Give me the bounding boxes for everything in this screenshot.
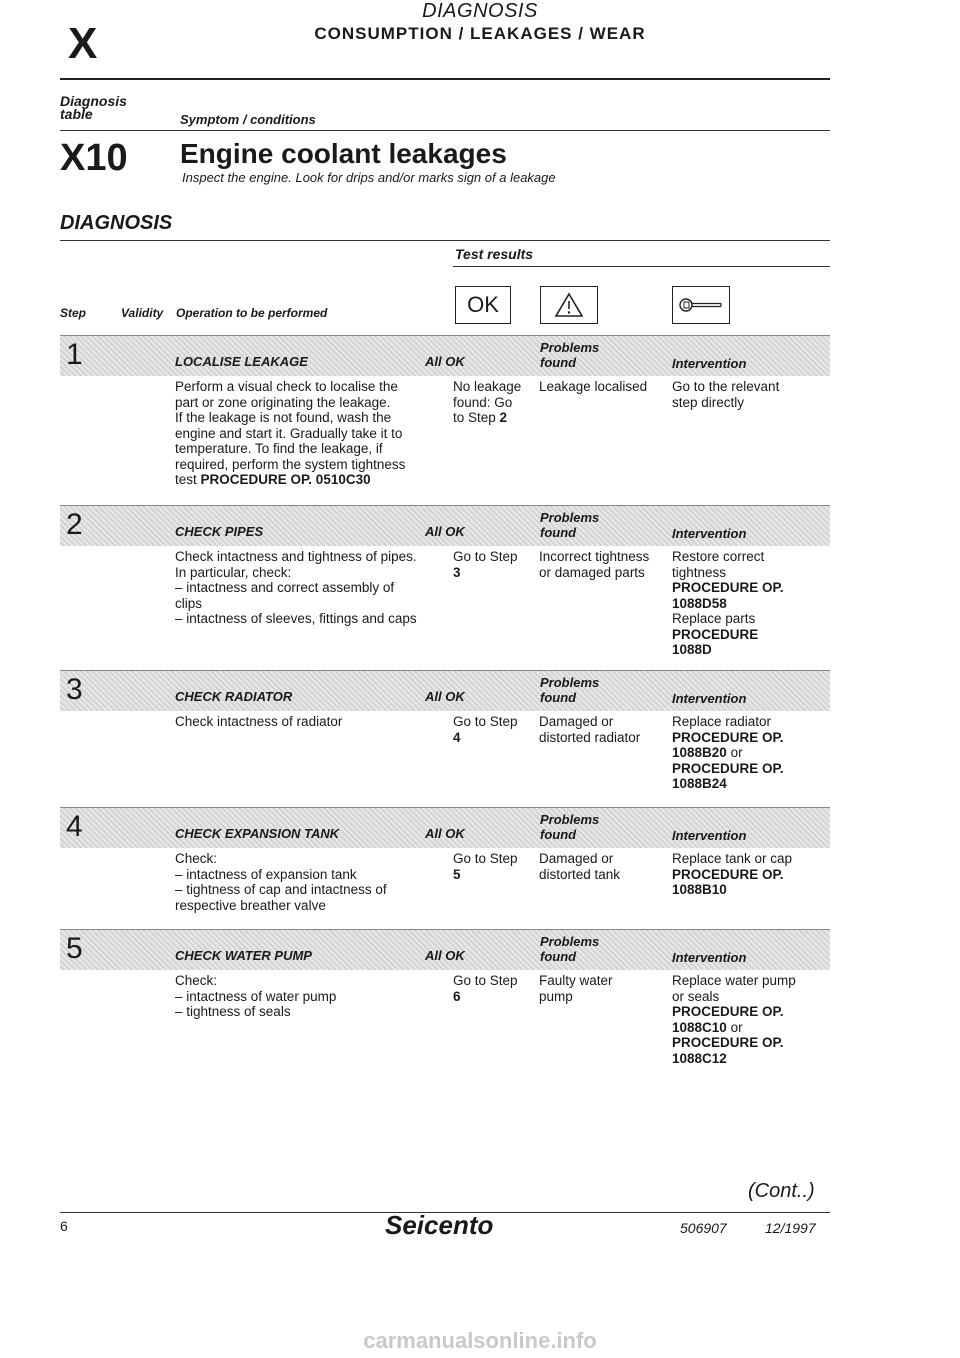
intervention-line xyxy=(672,745,822,761)
op-text: test xyxy=(175,472,197,487)
op-line: Check intactness and tightness of pipes. xyxy=(175,549,417,564)
op-line: respective breather valve xyxy=(175,897,326,913)
op-line: required, perform the system tightness xyxy=(175,456,406,472)
procedure-ref: 1088C10 xyxy=(672,1019,727,1035)
step-5 xyxy=(60,929,830,1079)
column-validity: Validity xyxy=(121,306,164,320)
problem-line: pump xyxy=(539,988,573,1004)
op-line: – tightness of cap and intactness of xyxy=(175,882,387,897)
step-2-name: CHECK PIPES xyxy=(175,524,264,539)
procedure-ref: 1088B10 xyxy=(672,882,727,897)
next-step: 2 xyxy=(499,410,508,425)
step-3-intervention-label: Intervention xyxy=(672,691,747,706)
ok-text: to Step xyxy=(453,410,496,425)
step-4-problems xyxy=(539,851,664,882)
step-5-problems-label xyxy=(540,934,599,964)
table-label-line2: table xyxy=(60,106,93,122)
step-2-ok-result xyxy=(453,549,533,580)
chapter-letter: X xyxy=(68,19,98,68)
test-results-label: Test results xyxy=(455,246,534,262)
problems-line2: found xyxy=(540,827,577,842)
step-5-name: CHECK WATER PUMP xyxy=(175,948,312,963)
op-line: Check: xyxy=(175,851,218,866)
document-number: 506907 xyxy=(680,1220,727,1236)
problems-line2: found xyxy=(540,949,577,964)
table-code: X10 xyxy=(60,137,128,179)
step-5-header xyxy=(60,929,830,970)
procedure-ref: PROCEDURE OP. xyxy=(672,1035,784,1050)
intervention-line xyxy=(672,1020,822,1036)
intervention-line: Replace radiator xyxy=(672,714,772,729)
step-4-all-ok-label: All OK xyxy=(425,826,465,841)
op-line: In particular, check: xyxy=(175,564,292,580)
header-rule xyxy=(60,78,830,80)
procedure-ref: 1088C12 xyxy=(672,1050,727,1066)
problem-line: Damaged or xyxy=(539,714,614,729)
step-4-intervention-label: Intervention xyxy=(672,828,747,843)
problem-line: distorted radiator xyxy=(539,729,641,745)
ok-line: Go to Step xyxy=(453,714,518,729)
or-text: or xyxy=(730,745,743,760)
op-line: – intactness of sleeves, fittings and caps xyxy=(175,611,417,626)
op-line: – tightness of seals xyxy=(175,1004,291,1019)
watermark: carmanualsonline.info xyxy=(363,1328,597,1353)
step-2-header xyxy=(60,505,830,546)
problems-line1: Problems xyxy=(540,510,600,525)
problems-line2: found xyxy=(540,355,577,370)
procedure-ref: PROCEDURE OP. xyxy=(672,760,784,776)
next-step: 3 xyxy=(453,564,461,580)
procedure-ref: PROCEDURE OP. 0510C30 xyxy=(200,472,371,487)
step-2-number: 2 xyxy=(66,508,83,541)
step-3-header xyxy=(60,670,830,711)
ok-line: Go to Step xyxy=(453,549,518,564)
intervention-line: Restore correct xyxy=(672,549,765,564)
ok-line: found: Go xyxy=(453,394,513,410)
step-2 xyxy=(60,505,830,665)
step-3-intervention xyxy=(672,714,822,792)
step-3-name: CHECK RADIATOR xyxy=(175,689,293,704)
intervention-line: step directly xyxy=(672,394,745,410)
step-3-all-ok-label: All OK xyxy=(425,689,465,704)
next-step: 4 xyxy=(453,729,461,745)
step-5-number: 5 xyxy=(66,932,83,965)
procedure-ref: 1088B24 xyxy=(672,776,727,791)
step-1-header xyxy=(60,335,830,376)
step-5-all-ok-label: All OK xyxy=(425,948,465,963)
ok-line xyxy=(453,410,533,426)
page-title: Engine coolant leakages xyxy=(180,138,507,169)
step-2-operation xyxy=(175,549,450,627)
intervention-line: Replace tank or cap xyxy=(672,851,793,866)
document-date: 12/1997 xyxy=(765,1220,816,1236)
intervention-line: tightness xyxy=(672,564,727,580)
step-2-intervention xyxy=(672,549,822,658)
step-3-problems xyxy=(539,714,664,745)
ok-icon xyxy=(455,286,511,324)
diagnosis-rule xyxy=(60,240,830,241)
step-5-intervention xyxy=(672,973,822,1066)
step-1-problems xyxy=(539,379,664,395)
op-line: temperature. To find the leakage, if xyxy=(175,441,383,456)
procedure-ref: PROCEDURE OP. xyxy=(672,866,784,882)
ok-line: Go to Step xyxy=(453,973,518,988)
step-4-ok-result xyxy=(453,851,533,882)
step-2-intervention-label: Intervention xyxy=(672,526,747,541)
problems-line1: Problems xyxy=(540,340,600,355)
step-1-intervention-label: Intervention xyxy=(672,356,747,371)
op-line: – intactness of water pump xyxy=(175,988,337,1004)
section-title: DIAGNOSIS xyxy=(422,0,538,22)
step-1-operation xyxy=(175,379,450,488)
next-step: 5 xyxy=(453,866,461,882)
step-4-intervention xyxy=(672,851,822,898)
step-2-problems-label xyxy=(540,510,599,540)
op-line: engine and start it. Gradually take it to xyxy=(175,425,403,441)
step-4-number: 4 xyxy=(66,810,83,843)
step-5-operation xyxy=(175,973,450,1020)
step-1 xyxy=(60,335,830,495)
symptom-label: Symptom / conditions xyxy=(180,112,316,127)
test-results-rule xyxy=(453,266,830,267)
step-3-problems-label xyxy=(540,675,599,705)
brand-logo: Seicento xyxy=(385,1210,494,1240)
step-4-operation xyxy=(175,851,450,913)
ok-line: Go to Step xyxy=(453,851,518,866)
step-1-number: 1 xyxy=(66,338,83,371)
procedure-ref: 1088D xyxy=(672,642,712,657)
step-3-ok-result xyxy=(453,714,533,745)
step-3-number: 3 xyxy=(66,673,83,706)
table-label xyxy=(60,95,127,121)
step-2-problems xyxy=(539,549,664,580)
step-1-intervention xyxy=(672,379,822,410)
op-line: Perform a visual check to localise the xyxy=(175,379,398,394)
problems-line1: Problems xyxy=(540,812,600,827)
op-line: If the leakage is not found, wash the xyxy=(175,410,392,425)
intervention-line: or seals xyxy=(672,988,720,1004)
intervention-line: Replace water pump xyxy=(672,973,796,988)
step-5-intervention-label: Intervention xyxy=(672,950,747,965)
step-1-problems-label xyxy=(540,340,599,370)
op-line: part or zone originating the leakage. xyxy=(175,394,391,410)
op-line: – intactness and correct assembly of xyxy=(175,580,395,595)
step-4-name: CHECK EXPANSION TANK xyxy=(175,826,340,841)
step-5-ok-result xyxy=(453,973,533,1004)
step-4-header xyxy=(60,807,830,848)
intervention-line: Replace parts xyxy=(672,611,756,626)
problem-line: Faulty water xyxy=(539,973,613,988)
problems-line2: found xyxy=(540,525,577,540)
step-4 xyxy=(60,807,830,917)
procedure-ref: PROCEDURE OP. xyxy=(672,580,784,595)
problem-line: or damaged parts xyxy=(539,564,645,580)
section-subtitle: CONSUMPTION / LEAKAGES / WEAR xyxy=(314,24,646,43)
warning-triangle-icon xyxy=(540,286,598,324)
op-line: Check: xyxy=(175,973,218,988)
table-label-line1: Diagnosis xyxy=(60,93,127,109)
procedure-ref: 1088D58 xyxy=(672,595,727,611)
step-1-ok-result xyxy=(453,379,533,426)
problem-line: Damaged or xyxy=(539,851,614,866)
op-line: Check intactness of radiator xyxy=(175,714,343,729)
problem-line: Incorrect tightness xyxy=(539,549,650,564)
op-line: – intactness of expansion tank xyxy=(175,866,357,882)
problems-line1: Problems xyxy=(540,675,600,690)
page-number: 6 xyxy=(60,1218,68,1234)
step-3-operation xyxy=(175,714,450,730)
continued-note: (Cont..) xyxy=(748,1180,815,1202)
problem-line: Leakage localised xyxy=(539,379,648,394)
step-3 xyxy=(60,670,830,800)
procedure-ref: PROCEDURE OP. xyxy=(672,729,784,745)
wrench-icon xyxy=(672,286,730,324)
step-1-name: LOCALISE LEAKAGE xyxy=(175,354,308,369)
diagnosis-heading: DIAGNOSIS xyxy=(60,212,173,234)
ok-icon-label: OK xyxy=(467,292,499,317)
or-text: or xyxy=(730,1019,743,1035)
step-4-problems-label xyxy=(540,812,599,842)
procedure-ref: PROCEDURE xyxy=(672,626,759,642)
op-line: clips xyxy=(175,595,203,611)
column-step: Step xyxy=(60,306,87,320)
problems-line1: Problems xyxy=(540,934,600,949)
step-2-all-ok-label: All OK xyxy=(425,524,465,539)
next-step: 6 xyxy=(453,988,461,1004)
op-line xyxy=(175,472,450,488)
step-1-all-ok-label: All OK xyxy=(425,354,465,369)
intervention-line: Go to the relevant xyxy=(672,379,780,394)
column-operation: Operation to be performed xyxy=(176,306,328,320)
inspect-note: Inspect the engine. Look for drips and/or marks sign of a leakage xyxy=(182,170,556,185)
ok-line: No leakage xyxy=(453,379,522,394)
procedure-ref: 1088B20 xyxy=(672,745,727,760)
step-5-problems xyxy=(539,973,664,1004)
problem-line: distorted tank xyxy=(539,866,621,882)
procedure-ref: PROCEDURE OP. xyxy=(672,1004,784,1019)
problems-line2: found xyxy=(540,690,577,705)
symptom-rule xyxy=(60,130,830,131)
